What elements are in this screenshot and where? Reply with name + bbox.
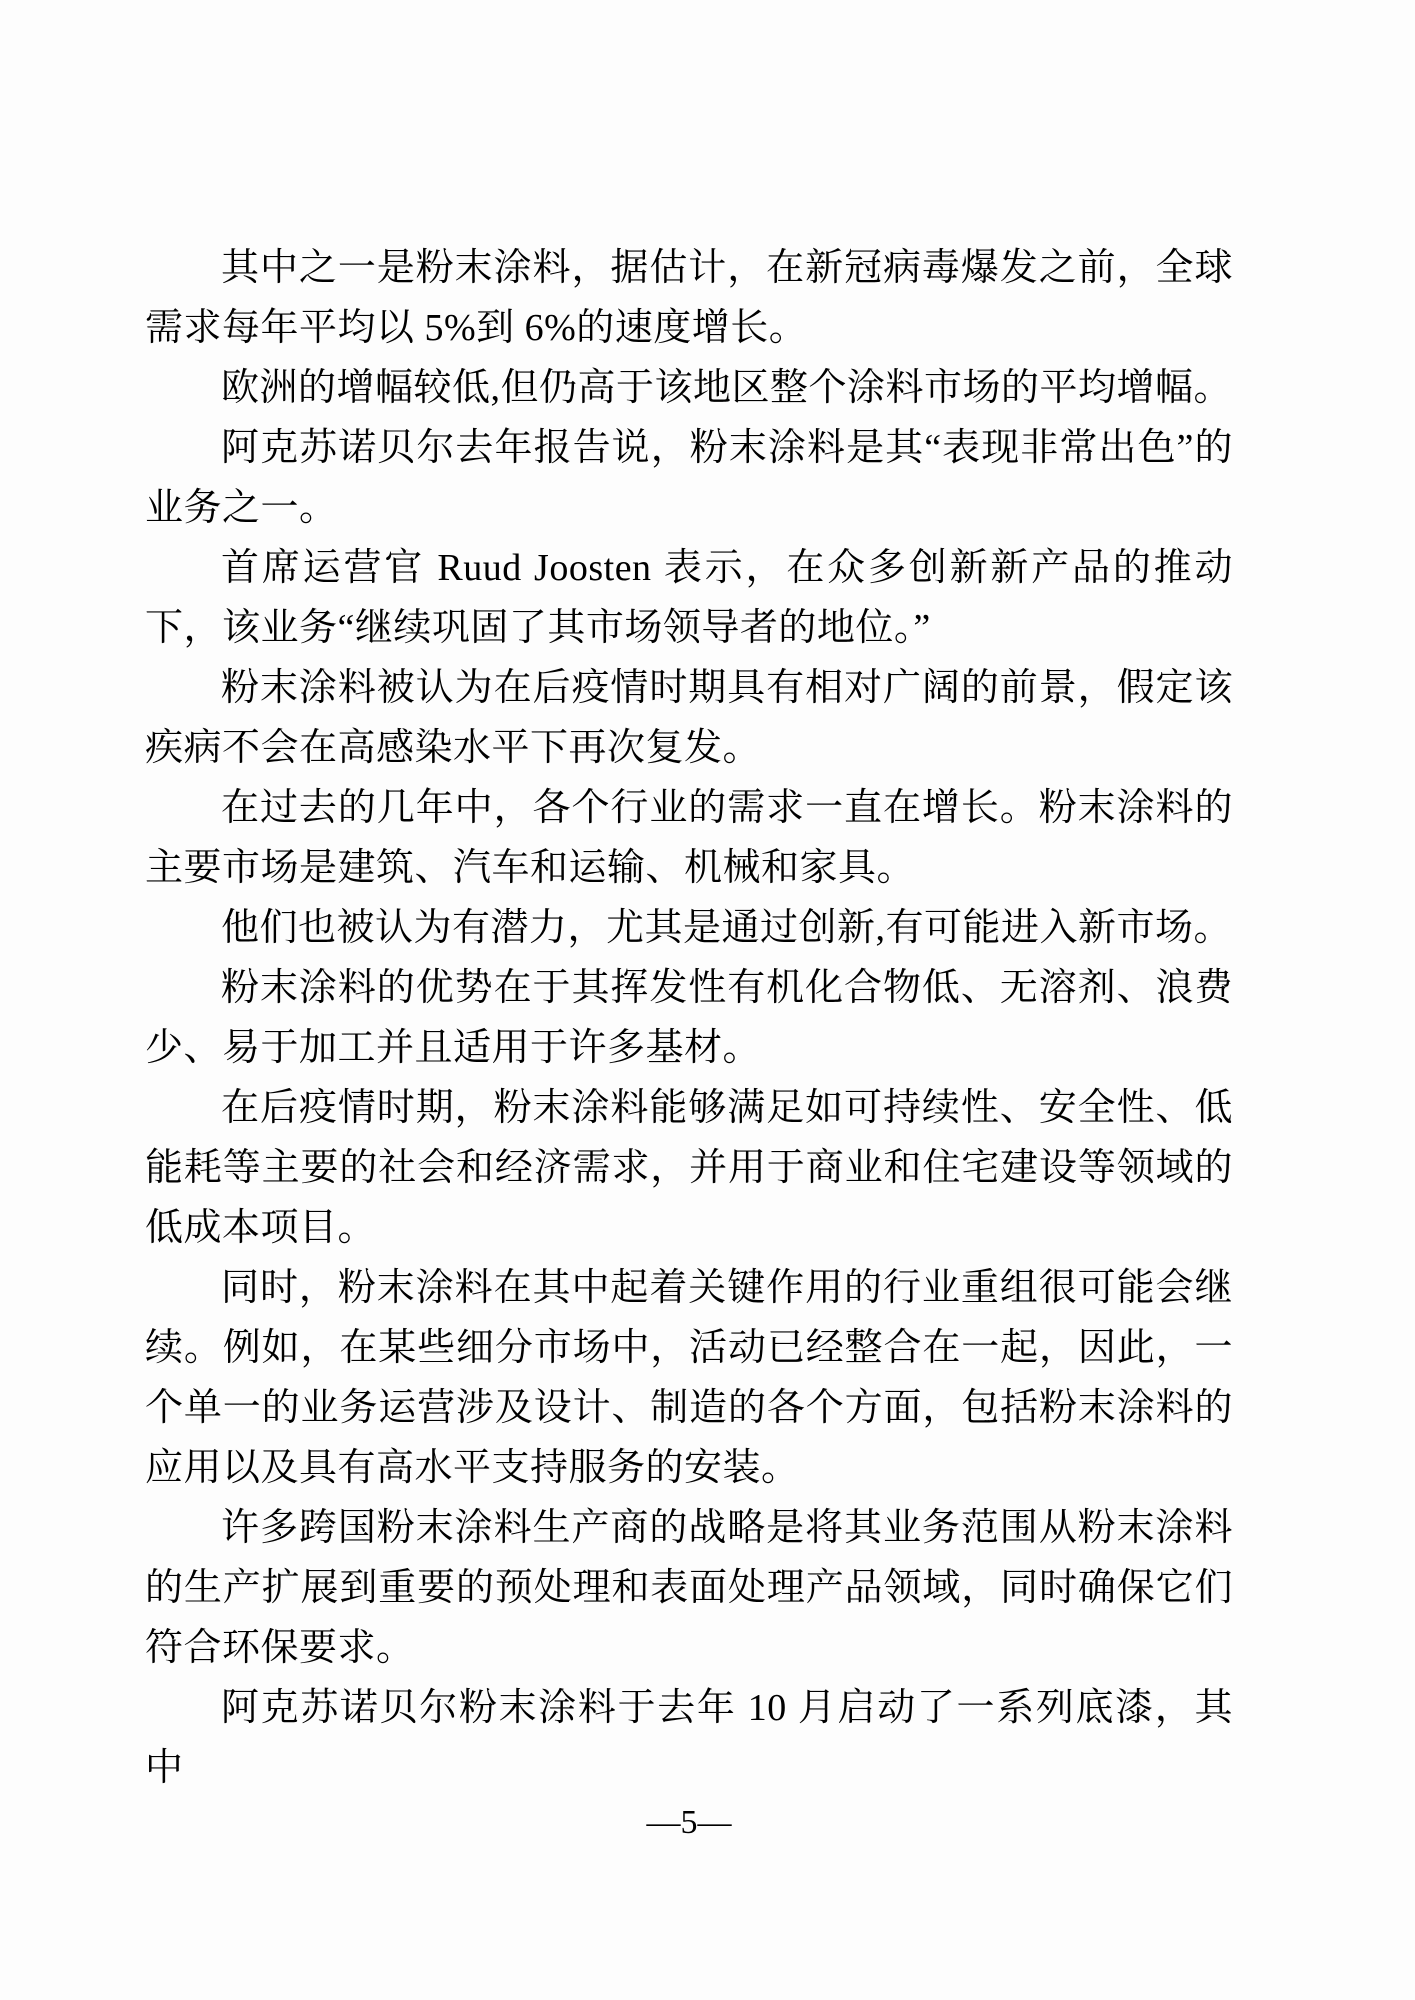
paragraph: 许多跨国粉末涂料生产商的战略是将其业务范围从粉末涂料的生产扩展到重要的预处理和表面处理产品领域，同时确保它们符合环保要求。 [145,1507,1233,1669]
paragraph: 在后疫情时期，粉末涂料能够满足如可持续性、安全性、低能耗等主要的社会和经济需求，并用于商业和住宅建设等领域的低成本项目。 [145,1087,1233,1249]
paragraph: 首席运营官 Ruud Joosten 表示，在众多创新新产品的推动下，该业务“继续巩固了其市场领导者的地位。” [145,547,1233,649]
paragraph: 阿克苏诺贝尔粉末涂料于去年 10 月启动了一系列底漆，其中 [145,1687,1233,1789]
paragraph: 粉末涂料被认为在后疫情时期具有相对广阔的前景，假定该疾病不会在高感染水平下再次复发。 [145,667,1233,769]
paragraph: 同时，粉末涂料在其中起着关键作用的行业重组很可能会继续。例如，在某些细分市场中，活动已经整合在一起，因此，一个单一的业务运营涉及设计、制造的各个方面，包括粉末涂料的应用以及具有高水平支持服务的安装。 [145,1267,1233,1489]
document-body-text [145,238,1233,1798]
paragraph: 他们也被认为有潜力，尤其是通过创新,有可能进入新市场。 [221,907,1233,949]
paragraph: 欧洲的增幅较低,但仍高于该地区整个涂料市场的平均增幅。 [221,367,1233,409]
page-number: —5— [646,1804,732,1841]
paragraph: 在过去的几年中，各个行业的需求一直在增长。粉末涂料的主要市场是建筑、汽车和运输、机械和家具。 [145,787,1233,889]
paragraph: 粉末涂料的优势在于其挥发性有机化合物低、无溶剂、浪费少、易于加工并且适用于许多基材。 [145,967,1233,1069]
paragraph: 其中之一是粉末涂料，据估计，在新冠病毒爆发之前，全球需求每年平均以 5%到 6%的速度增长。 [145,247,1233,349]
paragraph: 阿克苏诺贝尔去年报告说，粉末涂料是其“表现非常出色”的业务之一。 [145,427,1233,529]
